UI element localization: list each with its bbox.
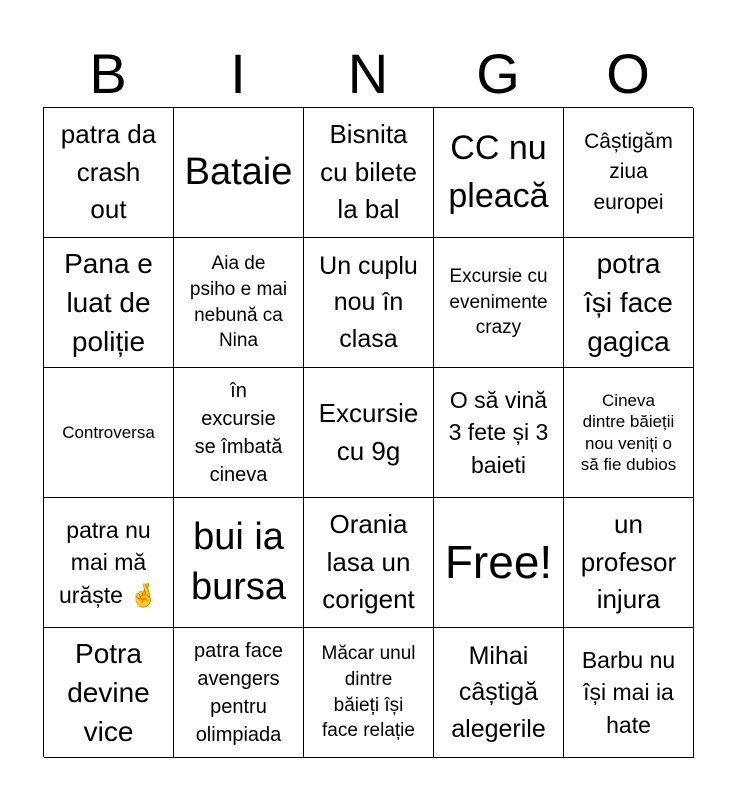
bingo-header — [43, 40, 693, 108]
cell-text: potra își face gagica — [584, 247, 673, 358]
bingo-cell[interactable] — [434, 368, 564, 498]
header-letter-i: I — [230, 42, 246, 105]
header-letter-n: N — [347, 42, 389, 105]
bingo-cell[interactable] — [564, 498, 694, 628]
cell-text: CC nu pleacă — [448, 128, 549, 215]
bingo-board — [43, 107, 693, 757]
header-letter-b: B — [89, 42, 127, 105]
cell-text: Mihai câștigă alegerile — [451, 642, 546, 743]
header-letter-o: O — [606, 42, 650, 105]
cell-text: Aia de psiho e mai nebună ca Nina — [189, 253, 288, 352]
bingo-cell[interactable] — [434, 498, 564, 628]
bingo-cell[interactable] — [174, 498, 304, 628]
bingo-cell[interactable] — [174, 628, 304, 758]
cell-text: în excursie se îmbată cineva — [194, 379, 283, 486]
bingo-cell[interactable] — [564, 238, 694, 368]
cell-text: patra nu mai mă urăște 🤞 — [59, 517, 158, 608]
cell-text: Excursie cu 9g — [318, 397, 419, 466]
bingo-cell[interactable] — [304, 368, 434, 498]
bingo-cell[interactable] — [44, 238, 174, 368]
bingo-cell[interactable] — [44, 108, 174, 238]
cell-text: Free! — [444, 536, 553, 589]
cell-text: Orania lasa un corigent — [322, 508, 415, 615]
bingo-cell[interactable] — [44, 628, 174, 758]
cell-text: Bataie — [184, 150, 293, 193]
bingo-cell[interactable] — [44, 368, 174, 498]
cell-text: bui ia bursa — [190, 516, 287, 608]
bingo-cell[interactable] — [564, 628, 694, 758]
cell-text: Pana e luat de poliție — [64, 247, 153, 358]
cell-text: Cineva dintre băieții nou veniți o să fie dubios — [580, 391, 677, 474]
bingo-cell[interactable] — [304, 108, 434, 238]
bingo-cell[interactable] — [434, 108, 564, 238]
cell-text: un profesor injura — [580, 508, 677, 615]
cell-text: Excursie cu evenimente crazy — [449, 266, 548, 339]
bingo-cell[interactable] — [174, 108, 304, 238]
cell-text: patra da crash out — [60, 118, 157, 225]
cell-text: Potra devine vice — [67, 637, 150, 748]
bingo-cell[interactable] — [304, 238, 434, 368]
bingo-cell[interactable] — [304, 498, 434, 628]
bingo-cell[interactable] — [434, 628, 564, 758]
cell-text: Barbu nu își mai ia hate — [581, 647, 676, 738]
cell-text: Măcar unul dintre băieți își face relație — [321, 643, 416, 742]
header-letter-g: G — [476, 42, 520, 105]
cell-text: O să vină 3 fete și 3 baieti — [448, 387, 549, 478]
cell-text: Controversa — [62, 422, 155, 442]
bingo-cell[interactable] — [564, 108, 694, 238]
cell-text: Un cuplu nou în clasa — [319, 252, 418, 353]
cell-text: Bisnita cu bilete la bal — [320, 118, 417, 225]
cell-text: Câștigăm ziua europei — [584, 129, 673, 214]
bingo-cell[interactable] — [564, 368, 694, 498]
bingo-cell[interactable] — [174, 368, 304, 498]
bingo-cell[interactable] — [304, 628, 434, 758]
bingo-cell[interactable] — [174, 238, 304, 368]
bingo-cell[interactable] — [44, 498, 174, 628]
cell-text: patra face avengers pentru olimpiada — [194, 639, 283, 746]
bingo-cell[interactable] — [434, 238, 564, 368]
